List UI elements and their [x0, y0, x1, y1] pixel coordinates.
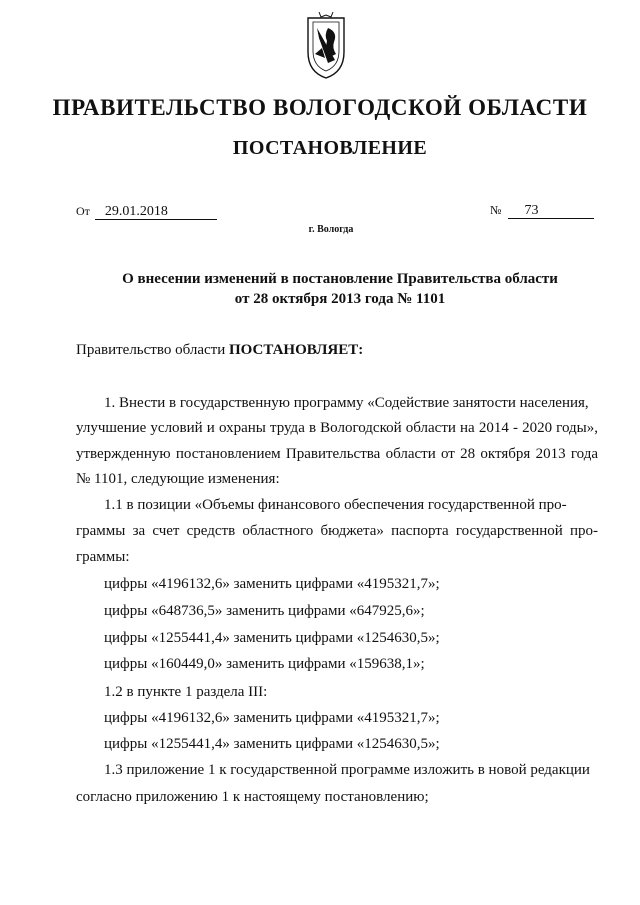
body-line: 1. Внести в государственную программу «Содействие занятости населения,: [104, 395, 589, 411]
body-line: цифры «4196132,6» заменить цифрами «4195321,7»;: [104, 576, 440, 592]
body-line: 1.1 в позиции «Объемы финансового обеспечения государственной про-: [104, 497, 567, 513]
body-line: цифры «160449,0» заменить цифрами «159638,1»;: [104, 656, 425, 672]
body-line: цифры «1255441,4» заменить цифрами «1254630,5»;: [104, 630, 440, 646]
body-line: граммы:: [76, 549, 130, 565]
decree-keyword: ПОСТАНОВЛЯЕТ:: [228, 342, 364, 358]
body-line: цифры «648736,5» заменить цифрами «647925,6»;: [104, 603, 425, 619]
government-title: ПРАВИТЕЛЬСТВО ВОЛОГОДСКОЙ ОБЛАСТИ: [52, 95, 588, 120]
document-number: 73: [508, 203, 594, 219]
body-line: № 1101, следующие изменения:: [76, 471, 280, 487]
number-field: [490, 203, 594, 219]
subject-line-1: О внесении изменений в постановление Правительства области: [122, 271, 558, 287]
number-prefix: №: [490, 203, 502, 217]
document-date: 29.01.2018: [95, 204, 217, 220]
coat-of-arms-emblem: [305, 8, 347, 80]
subject-line-2: от 28 октября 2013 года № 1101: [234, 291, 446, 307]
body-line: 1.3 приложение 1 к государственной программе изложить в новой редакции: [104, 762, 590, 778]
city-label: г. Вологда: [308, 224, 354, 235]
document-type: ПОСТАНОВЛЕНИЕ: [232, 137, 428, 159]
decree-statement: [76, 342, 363, 359]
decree-intro: Правительство области: [76, 342, 226, 358]
body-line: граммы за счет средств областного бюджета» паспорта государственной про-: [76, 523, 598, 539]
document-subject: [0, 269, 640, 309]
body-line: утвержденную постановлением Правительства области от 28 октября 2013 года: [76, 446, 598, 462]
body-line: цифры «4196132,6» заменить цифрами «4195321,7»;: [104, 710, 440, 726]
body-line: согласно приложению 1 к настоящему постановлению;: [76, 789, 429, 805]
date-prefix: От: [76, 204, 90, 218]
body-line: 1.2 в пункте 1 раздела III:: [104, 684, 268, 700]
body-line: улучшение условий и охраны труда в Вологодской области на 2014 - 2020 годы»,: [76, 420, 598, 436]
date-field: [76, 204, 217, 220]
body-line: цифры «1255441,4» заменить цифрами «1254630,5»;: [104, 736, 440, 752]
